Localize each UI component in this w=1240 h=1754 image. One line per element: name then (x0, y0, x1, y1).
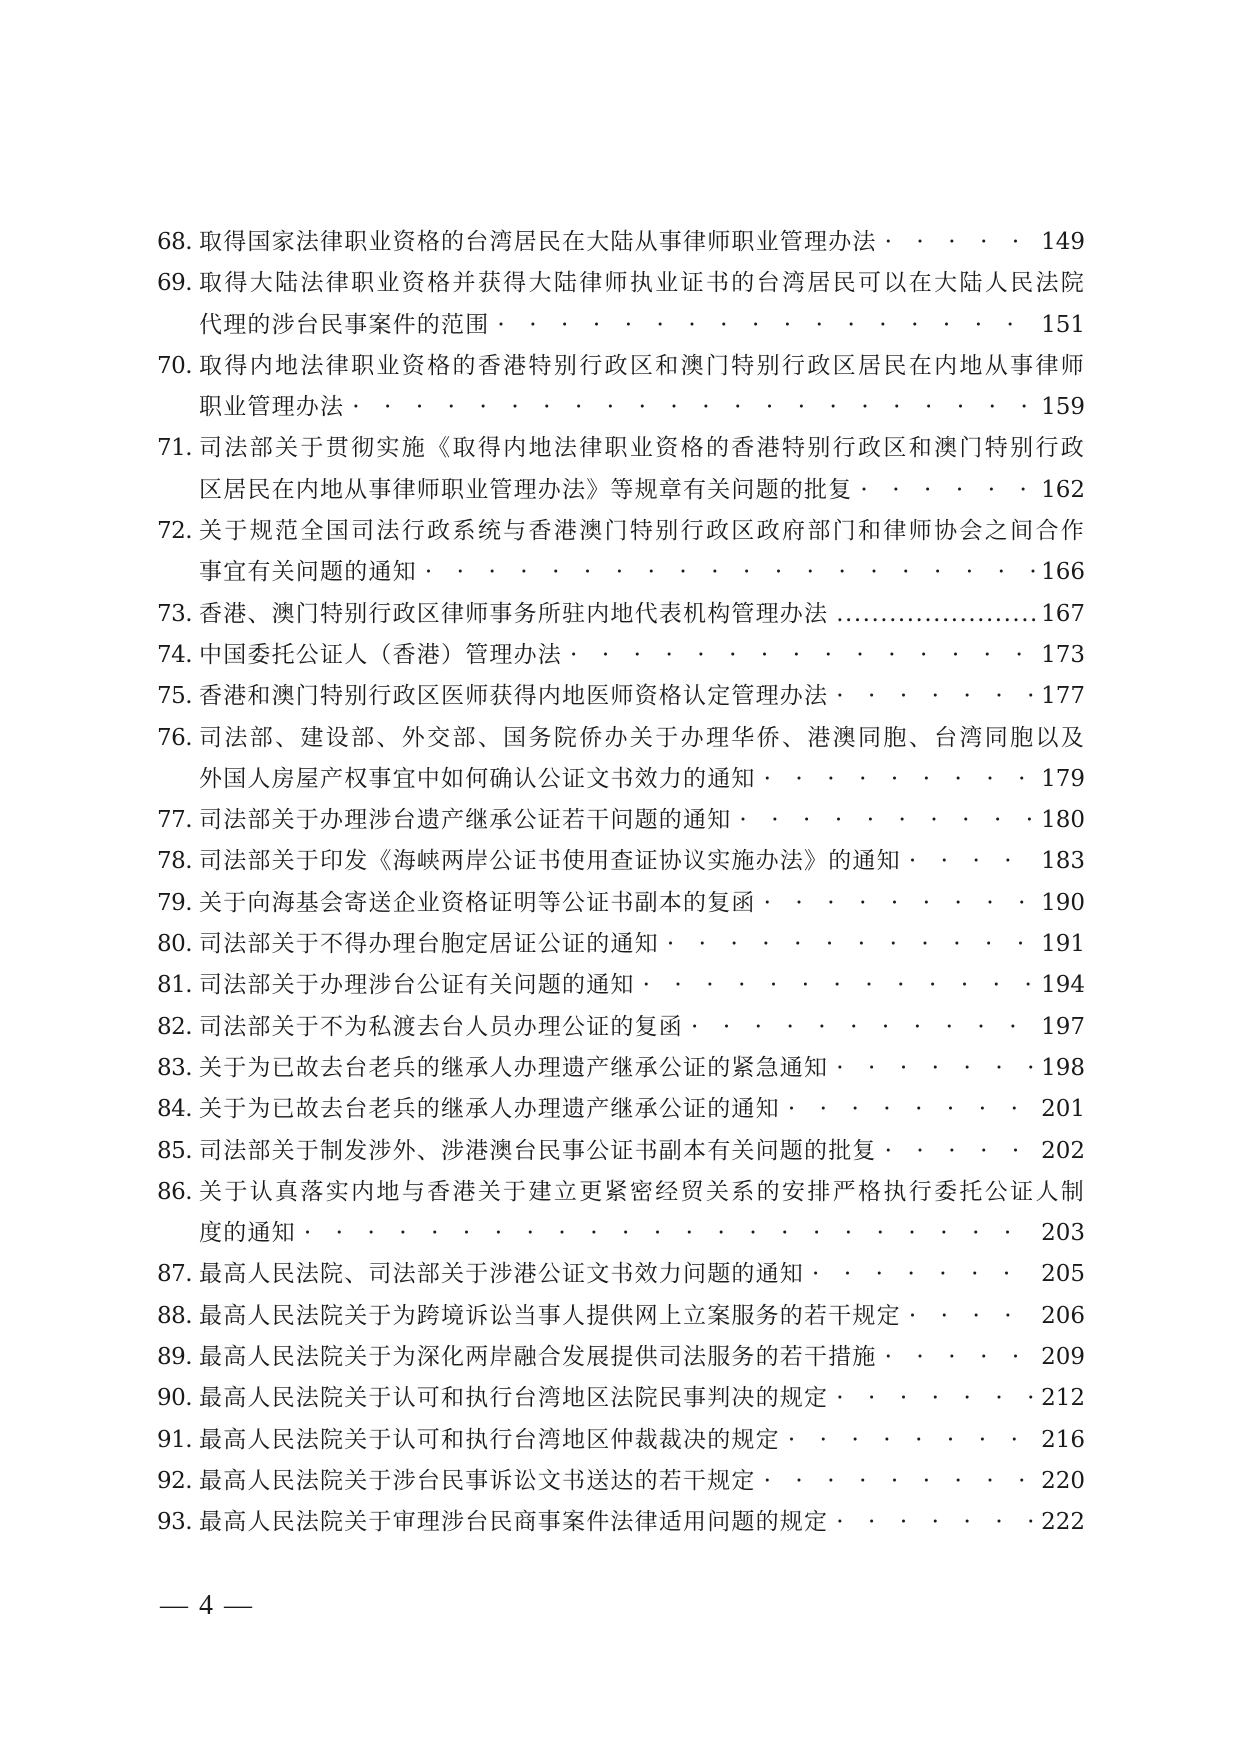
toc-entry-number: 84. (157, 1096, 193, 1123)
toc-entry-title: 取得国家法律职业资格的台湾居民在大陆从事律师职业管理办法 (199, 229, 877, 255)
toc-entry-title: 最高人民法院关于涉台民事诉讼文书送达的若干规定 (199, 1467, 756, 1494)
toc-entry-title: 司法部关于制发涉外、涉港澳台民事公证书副本有关问题的批复 (199, 1137, 877, 1164)
toc-entry-line (199, 387, 1085, 428)
toc-entry-page: 209 (1041, 1344, 1085, 1371)
toc-entry-line (199, 552, 1085, 593)
toc-entry-page: 191 (1041, 931, 1085, 958)
dot-leader (643, 965, 1035, 1006)
toc-entry-number: 78. (157, 848, 193, 875)
toc-entry-page: 194 (1041, 972, 1085, 999)
toc-entry[interactable] (157, 635, 1085, 676)
toc-entry-line (199, 1131, 1085, 1172)
toc-entry-number: 72. (157, 518, 193, 545)
toc-entry-title: 司法部关于办理涉台遗产继承公证若干问题的通知 (199, 807, 732, 834)
toc-entry-page: 149 (1041, 229, 1085, 255)
toc-entry-title: 最高人民法院、司法部关于涉港公证文书效力问题的通知 (199, 1261, 804, 1288)
dot-leader (885, 1337, 1035, 1378)
toc-entry-line (199, 1502, 1085, 1543)
toc-entry-line (199, 635, 1085, 676)
toc-entry[interactable] (157, 222, 1085, 263)
toc-entry-line (199, 883, 1085, 924)
toc-entry[interactable] (157, 428, 1085, 511)
toc-entry-line (199, 1089, 1085, 1130)
toc-entry[interactable] (157, 676, 1085, 717)
toc-entry[interactable] (157, 1007, 1085, 1048)
toc-entry[interactable] (157, 1089, 1085, 1130)
toc-entry[interactable] (157, 924, 1085, 965)
toc-entry-line (199, 924, 1085, 965)
toc-entry-line (199, 511, 1085, 552)
toc-entry-page: 159 (1041, 394, 1085, 421)
toc-entry-page: 201 (1041, 1096, 1085, 1123)
dot-leader (788, 1420, 1035, 1461)
toc-entry-line (199, 1337, 1085, 1378)
toc-entry-page: 162 (1041, 476, 1085, 503)
dot-leader (909, 1296, 1035, 1337)
toc-entry-page: 216 (1041, 1426, 1085, 1453)
toc-entry[interactable] (157, 1378, 1085, 1419)
toc-entry-number: 86. (157, 1178, 193, 1205)
toc-entry-page: 166 (1041, 559, 1085, 586)
dot-leader (667, 924, 1035, 965)
toc-entry[interactable] (157, 1048, 1085, 1089)
toc-entry-number: 69. (157, 270, 193, 297)
toc-entry-line (199, 841, 1085, 882)
toc-entry-title: 区居民在内地从事律师职业管理办法》等规章有关问题的批复 (199, 476, 853, 503)
toc-entry-line (199, 222, 1085, 263)
toc-entry-line (199, 676, 1085, 717)
toc-entry-line (199, 800, 1085, 841)
toc-entry[interactable] (157, 883, 1085, 924)
toc-entry-title: 司法部、建设部、外交部、国务院侨办关于办理华侨、港澳同胞、台湾同胞以及 (199, 724, 1085, 751)
toc-entry[interactable] (157, 1502, 1085, 1543)
toc-entry-title: 取得大陆法律职业资格并获得大陆律师执业证书的台湾居民可以在大陆人民法院 (199, 270, 1085, 297)
toc-entry-page: 212 (1041, 1385, 1085, 1412)
toc-entry[interactable] (157, 800, 1085, 841)
toc-entry-number: 82. (157, 1013, 193, 1040)
toc-entry-line (199, 759, 1085, 800)
toc-entry-line (199, 1213, 1085, 1254)
toc-entry-title: 事宜有关问题的通知 (199, 559, 417, 586)
dot-leader (739, 800, 1035, 841)
toc-entry-number: 89. (157, 1344, 193, 1371)
dot-leader (836, 1502, 1035, 1543)
dot-leader (764, 883, 1035, 924)
toc-entry-title: 最高人民法院关于为跨境诉讼当事人提供网上立案服务的若干规定 (199, 1302, 901, 1329)
toc-entry-page: 220 (1041, 1467, 1085, 1494)
toc-entry-line (199, 1461, 1085, 1502)
toc-entry-title: 司法部关于不得办理台胞定居证公证的通知 (199, 931, 659, 958)
toc-entry-page: 197 (1041, 1013, 1085, 1040)
toc-entry-line (199, 594, 1085, 635)
toc-entry-title: 取得内地法律职业资格的香港特别行政区和澳门特别行政区居民在内地从事律师 (199, 352, 1085, 379)
toc-entry-number: 83. (157, 1054, 193, 1081)
dot-leader (836, 594, 1035, 635)
toc-entry[interactable] (157, 263, 1085, 346)
toc-entry-page: 167 (1041, 600, 1085, 627)
dot-leader (788, 1089, 1035, 1130)
dot-leader (909, 841, 1035, 882)
toc-entry-page: 205 (1041, 1261, 1085, 1288)
toc-entry-number: 85. (157, 1137, 193, 1164)
toc-entry-page: 222 (1041, 1509, 1085, 1536)
dot-leader (352, 387, 1035, 428)
dot-leader (764, 1461, 1035, 1502)
toc-entry-number: 90. (157, 1385, 193, 1412)
toc-entry-page: 179 (1041, 765, 1085, 792)
toc-entry[interactable] (157, 1420, 1085, 1461)
toc-entry-page: 173 (1041, 641, 1085, 668)
toc-entry-title: 最高人民法院关于认可和执行台湾地区仲裁裁决的规定 (199, 1426, 780, 1453)
dot-leader (836, 1378, 1035, 1419)
toc-entry-line (199, 346, 1085, 387)
toc-entry[interactable] (157, 841, 1085, 882)
toc-entry-title: 关于规范全国司法行政系统与香港澳门特别行政区政府部门和律师协会之间合作 (199, 518, 1085, 545)
toc-entry-title: 职业管理办法 (199, 394, 345, 421)
dot-leader (497, 305, 1035, 346)
toc-entry-title: 最高人民法院关于认可和执行台湾地区法院民事判决的规定 (199, 1385, 829, 1412)
toc-entry-number: 76. (157, 724, 193, 751)
toc-entry-number: 68. (157, 229, 193, 255)
toc-entry[interactable] (157, 965, 1085, 1006)
toc-entry-line (199, 965, 1085, 1006)
toc-entry-page: 203 (1041, 1220, 1085, 1247)
toc-entry-line (199, 1007, 1085, 1048)
toc-entry-title: 司法部关于不为私渡去台人员办理公证的复函 (199, 1013, 683, 1040)
toc-entry[interactable] (157, 1172, 1085, 1255)
toc-entry-title: 关于为已故去台老兵的继承人办理遗产继承公证的紧急通知 (199, 1054, 829, 1081)
toc-entry-title: 关于认真落实内地与香港关于建立更紧密经贸关系的安排严格执行委托公证人制 (199, 1178, 1085, 1205)
dot-leader (764, 759, 1035, 800)
toc-entry[interactable] (157, 346, 1085, 429)
toc-entry-page: 202 (1041, 1137, 1085, 1164)
toc-entry-title: 司法部关于贯彻实施《取得内地法律职业资格的香港特别行政区和澳门特别行政 (199, 435, 1085, 462)
toc-entry-page: 183 (1041, 848, 1085, 875)
toc-entry-title: 香港和澳门特别行政区医师获得内地医师资格认定管理办法 (199, 683, 829, 710)
toc-entry-number: 79. (157, 889, 193, 916)
toc-entry-number: 91. (157, 1426, 193, 1453)
toc-entry-number: 70. (157, 352, 193, 379)
toc-entry-line (199, 470, 1085, 511)
toc-entry-number: 71. (157, 435, 193, 462)
toc-entry-title: 司法部关于办理涉台公证有关问题的通知 (199, 972, 635, 999)
toc-entry-number: 93. (157, 1509, 193, 1536)
toc-entry-line (199, 428, 1085, 469)
toc-entry[interactable] (157, 1296, 1085, 1337)
toc-entry-number: 77. (157, 807, 193, 834)
dot-leader (836, 676, 1035, 717)
toc-entry-page: 190 (1041, 889, 1085, 916)
toc-entry-number: 92. (157, 1467, 193, 1494)
toc-entry[interactable] (157, 1254, 1085, 1295)
dot-leader (812, 1254, 1035, 1295)
toc-entry-title: 关于为已故去台老兵的继承人办理遗产继承公证的通知 (199, 1096, 780, 1123)
toc-entry-title: 代理的涉台民事案件的范围 (199, 311, 490, 338)
toc-entry-number: 87. (157, 1261, 193, 1288)
toc-entry-page: 151 (1041, 311, 1085, 338)
toc-entry-line (199, 305, 1085, 346)
dot-leader (885, 222, 1035, 263)
dot-leader (836, 1048, 1035, 1089)
toc-entry[interactable] (157, 1337, 1085, 1378)
toc-entry-number: 75. (157, 683, 193, 710)
toc-entry-title: 关于向海基会寄送企业资格证明等公证书副本的复函 (199, 889, 756, 916)
toc-entry-page: 206 (1041, 1302, 1085, 1329)
toc-entry-number: 88. (157, 1302, 193, 1329)
dot-leader (570, 635, 1035, 676)
toc-entry-title: 最高人民法院关于为深化两岸融合发展提供司法服务的若干措施 (199, 1344, 877, 1371)
toc-entry-line (199, 718, 1085, 759)
toc-entry-title: 中国委托公证人（香港）管理办法 (199, 641, 562, 668)
dot-leader (304, 1213, 1035, 1254)
table-of-contents (157, 222, 1085, 1544)
toc-entry-page: 177 (1041, 683, 1085, 710)
toc-entry-title: 香港、澳门特别行政区律师事务所驻内地代表机构管理办法 (199, 600, 829, 627)
toc-entry[interactable] (157, 1131, 1085, 1172)
toc-entry-line (199, 1378, 1085, 1419)
toc-entry[interactable] (157, 594, 1085, 635)
page-number: — 4 — (160, 1590, 254, 1621)
toc-entry-title: 度的通知 (199, 1220, 296, 1247)
toc-entry-line (199, 1048, 1085, 1089)
dot-leader (691, 1007, 1035, 1048)
toc-entry[interactable] (157, 511, 1085, 594)
toc-entry-line (199, 263, 1085, 304)
toc-entry-page: 180 (1041, 807, 1085, 834)
toc-entry-line (199, 1420, 1085, 1461)
toc-entry-line (199, 1296, 1085, 1337)
toc-entry-number: 74. (157, 641, 193, 668)
toc-entry-title: 最高人民法院关于审理涉台民商事案件法律适用问题的规定 (199, 1509, 829, 1536)
toc-entry-number: 80. (157, 931, 193, 958)
dot-leader (425, 552, 1035, 593)
toc-entry-page: 198 (1041, 1054, 1085, 1081)
toc-entry-line (199, 1172, 1085, 1213)
toc-entry-number: 73. (157, 600, 193, 627)
toc-entry[interactable] (157, 1461, 1085, 1502)
toc-entry-line (199, 1254, 1085, 1295)
toc-entry-title: 司法部关于印发《海峡两岸公证书使用查证协议实施办法》的通知 (199, 848, 901, 875)
toc-entry-number: 81. (157, 972, 193, 999)
toc-entry[interactable] (157, 718, 1085, 801)
dot-leader (885, 1131, 1035, 1172)
dot-leader (860, 470, 1035, 511)
toc-entry-title: 外国人房屋产权事宜中如何确认公证文书效力的通知 (199, 765, 756, 792)
